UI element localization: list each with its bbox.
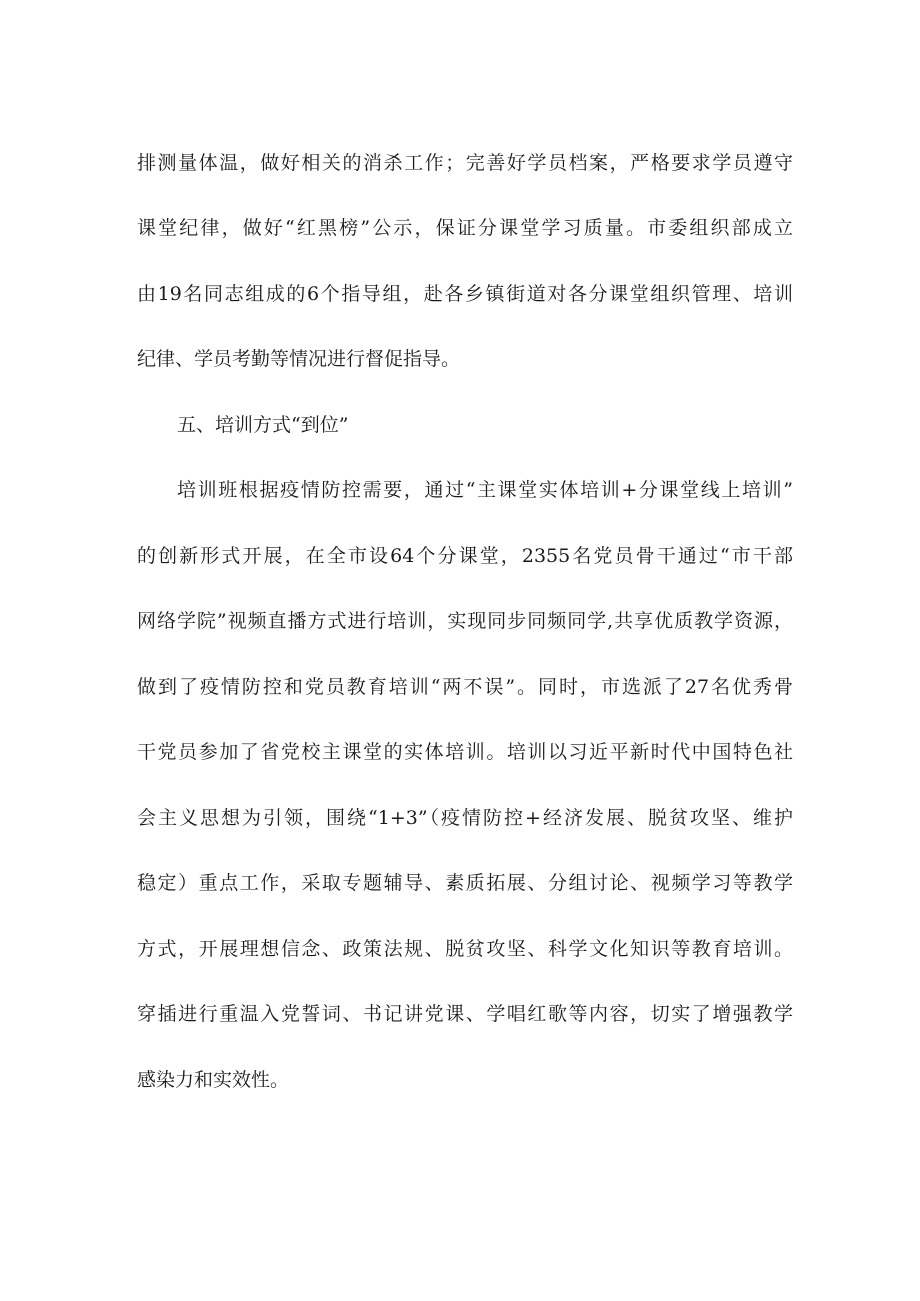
paragraph-line: 稳定）重点工作，采取专题辅导、素质拓展、分组讨论、视频学习等教学	[137, 872, 793, 894]
paragraph-line: 方式，开展理想信念、政策法规、脱贫攻坚、科学文化知识等教育培训。	[137, 938, 793, 960]
paragraph-line: 的创新形式开展，在全市设64个分课堂，2355名党员骨干通过“市干部	[137, 545, 793, 567]
paragraph-line: 感染力和实效性。	[137, 1069, 290, 1091]
paragraph-line: 课堂纪律，做好“红黑榜”公示，保证分课堂学习质量。市委组织部成立	[137, 217, 793, 239]
paragraph-line: 排测量体温，做好相关的消杀工作；完善好学员档案，严格要求学员遵守	[137, 152, 793, 174]
paragraph-line: 穿插进行重温入党誓词、书记讲党课、学唱红歌等内容，切实了增强教学	[137, 1003, 793, 1025]
paragraph-line: 做到了疫情防控和党员教育培训“两不误”。同时，市选派了27名优秀骨	[137, 676, 793, 698]
paragraph-line: 纪律、学员考勤等情况进行督促指导。	[137, 348, 461, 370]
paragraph-line: 网络学院”视频直播方式进行培训，实现同步同频同学,共享优质教学资源，	[137, 610, 793, 632]
paragraph-line: 由19名同志组成的6个指导组，赴各乡镇街道对各分课堂组织管理、培训	[137, 283, 793, 305]
paragraph-line: 干党员参加了省党校主课堂的实体培训。培训以习近平新时代中国特色社	[137, 741, 793, 763]
paragraph-line: 会主义思想为引领，围绕“1+3”（疫情防控+经济发展、脱贫攻坚、维护	[137, 807, 793, 829]
paragraph-line: 培训班根据疫情防控需要，通过“主课堂实体培训+分课堂线上培训”	[177, 479, 793, 501]
section-heading: 五、培训方式“到位”	[177, 414, 349, 436]
